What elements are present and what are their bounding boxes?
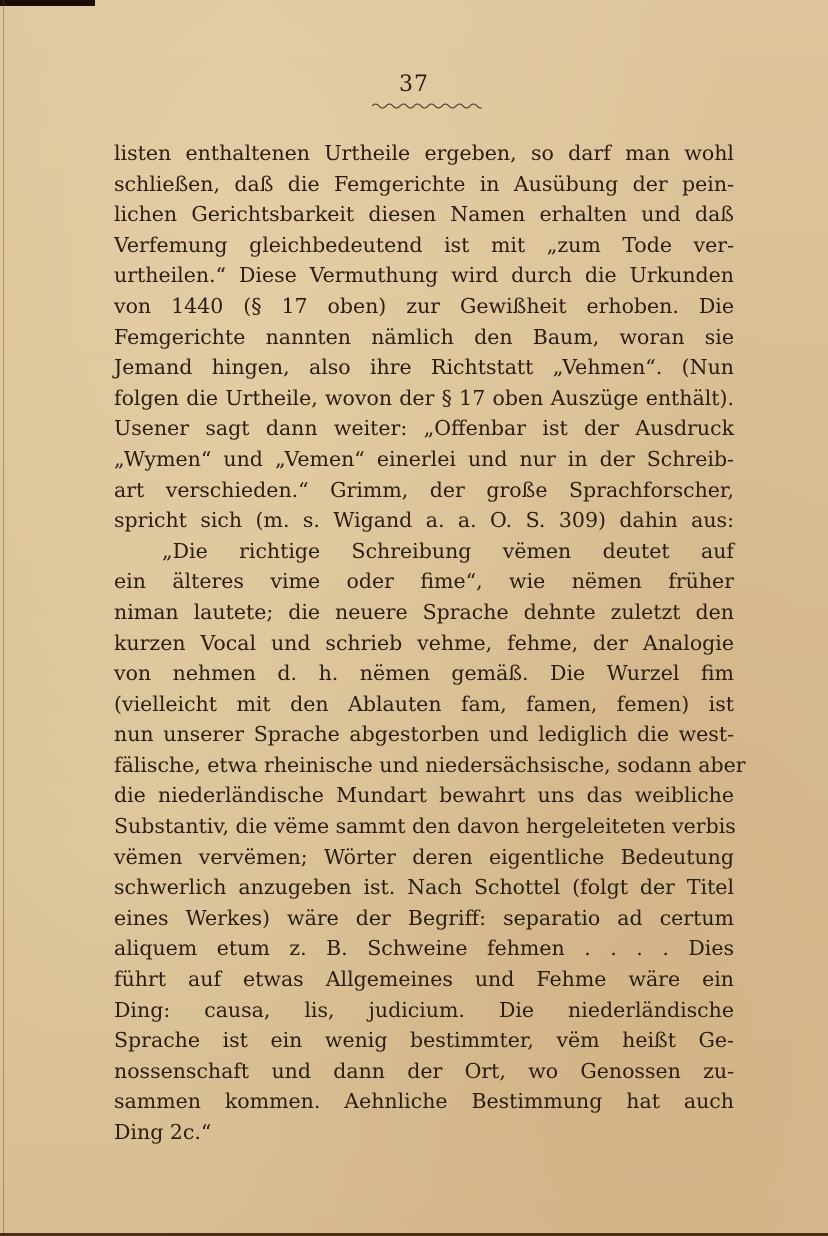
text-line: von 1440 (§ 17 oben) zur Gewißheit erhoben. Die [114, 293, 734, 318]
text-line: Jemand hingen, also ihre Richtstatt „Vehmen“. (Nun [114, 355, 734, 380]
text-line: lichen Gerichtsbarkeit diesen Namen erhalten und daß [114, 202, 734, 227]
text-line: „Wymen“ und „Vemen“ einerlei und nur in der Schreib- [114, 446, 734, 471]
text-line: führt auf etwas Allgemeines und Fehme wäre ein [114, 967, 734, 992]
text-line: schließen, daß die Femgerichte in Ausübung der pein- [114, 171, 734, 196]
text-line: schwerlich anzugeben ist. Nach Schottel (folgt der Titel [114, 875, 734, 900]
page-number: 37 [399, 72, 429, 97]
text-line: Femgerichte nannten nämlich den Baum, woran sie [114, 324, 734, 349]
text-line: die niederländische Mundart bewahrt uns das weibliche [114, 783, 734, 808]
text-line: Ding 2c.“ [114, 1120, 212, 1144]
text-line: „Die richtige Schreibung vëmen deutet auf [162, 538, 734, 563]
text-line: Verfemung gleichbedeutend ist mit „zum Tode ver- [114, 232, 734, 257]
text-line: ein älteres vime oder fime“, wie nëmen früher [114, 569, 734, 594]
page-fold-line [3, 0, 4, 1236]
text-line: Substantiv, die vëme sammt den davon hergeleiteten verbis [114, 814, 736, 839]
text-line: kurzen Vocal und schrieb vehme, fehme, der Analogie [114, 630, 734, 655]
text-line: Usener sagt dann weiter: „Offenbar ist der Ausdruck [114, 416, 734, 441]
text-line: folgen die Urtheile, wovon der § 17 oben Auszüge enthält). [114, 385, 734, 410]
text-line: art verschieden.“ Grimm, der große Sprachforscher, [114, 477, 734, 502]
text-line: aliquem etum z. B. Schweine fehmen . . . . Dies [114, 936, 734, 961]
text-line: urtheilen.“ Diese Vermuthung wird durch die Urkunden [114, 263, 734, 288]
text-line: sammen kommen. Aehnliche Bestimmung hat auch [114, 1089, 734, 1114]
text-line: Sprache ist ein wenig bestimmter, vëm heißt Ge- [114, 1028, 734, 1053]
text-line: (vielleicht mit den Ablauten fam, famen, femen) ist [114, 691, 734, 716]
text-line: eines Werkes) wäre der Begriff: separatio ad certum [114, 905, 734, 930]
scan-edge-top [0, 0, 95, 6]
text-line: von nehmen d. h. nëmen gemäß. Die Wurzel fim [114, 661, 734, 686]
text-line: spricht sich (m. s. Wigand a. a. O. S. 309) dahin aus: [114, 508, 734, 533]
text-line: fälische, etwa rheinische und niedersächsische, sodann aber [114, 752, 746, 777]
text-line: Ding: causa, lis, judicium. Die niederländische [114, 997, 734, 1022]
text-line: listen enthaltenen Urtheile ergeben, so darf man wohl [114, 141, 734, 165]
text-line: nun unserer Sprache abgestorben und lediglich die west- [114, 722, 734, 747]
text-line: vëmen vervëmen; Wörter deren eigentliche Bedeutung [114, 844, 734, 869]
body-text [114, 138, 746, 1148]
decorative-wave-rule [372, 102, 482, 110]
text-line: nossenschaft und dann der Ort, wo Genossen zu- [114, 1058, 734, 1083]
text-line: niman lautete; die neuere Sprache dehnte zuletzt den [114, 599, 734, 624]
